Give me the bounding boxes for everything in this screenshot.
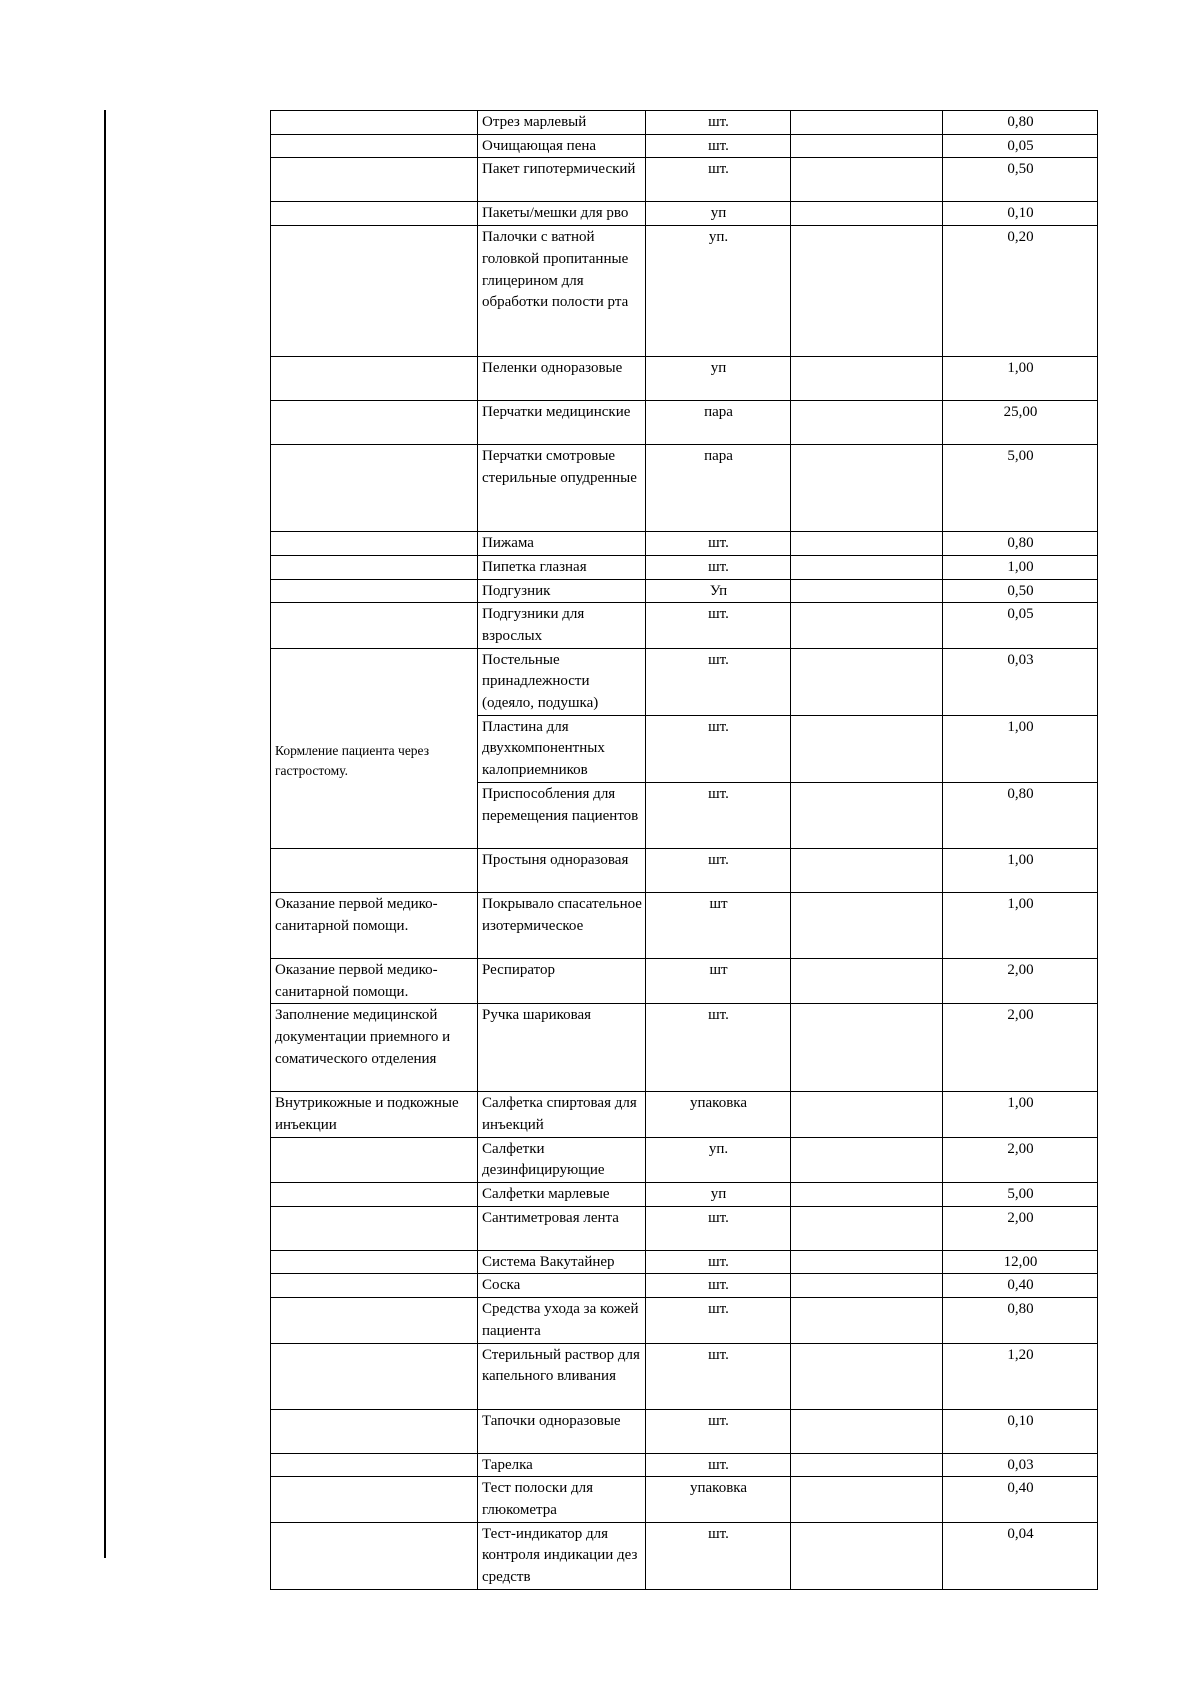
quantity-cell: 0,20 [943, 226, 1098, 357]
empty-cell [791, 1453, 943, 1477]
service-cell: Оказание первой медико-санитарной помощи. [271, 958, 478, 1003]
empty-cell [791, 111, 943, 135]
table-row [271, 555, 1098, 579]
quantity-cell: 0,03 [943, 1453, 1098, 1477]
item-name-cell: Пеленки одноразовые [478, 357, 646, 401]
item-name-cell: Тапочки одноразовые [478, 1409, 646, 1453]
item-name-cell: Средства ухода за кожей пациента [478, 1298, 646, 1343]
service-cell [271, 1453, 478, 1477]
table-row [271, 226, 1098, 357]
item-name-cell: Стерильный раствор для капельного вливания [478, 1343, 646, 1409]
item-name-cell: Покрывало спасательное изотермическое [478, 892, 646, 958]
service-cell [271, 1409, 478, 1453]
service-cell [271, 1343, 478, 1409]
service-cell: Оказание первой медико-санитарной помощи. [271, 892, 478, 958]
empty-cell [791, 1092, 943, 1137]
item-name-cell: Перчатки медицинские [478, 401, 646, 445]
unit-cell: шт. [646, 648, 791, 715]
item-name-cell: Тарелка [478, 1453, 646, 1477]
empty-cell [791, 1477, 943, 1522]
unit-cell: шт. [646, 1274, 791, 1298]
table-row [271, 1274, 1098, 1298]
quantity-cell: 1,00 [943, 715, 1098, 782]
table-row [271, 603, 1098, 648]
quantity-cell: 1,00 [943, 555, 1098, 579]
service-cell [271, 445, 478, 532]
unit-cell: пара [646, 401, 791, 445]
quantity-cell: 0,50 [943, 158, 1098, 202]
service-cell-merged [271, 648, 478, 848]
empty-cell [791, 1298, 943, 1343]
service-cell [271, 532, 478, 556]
unit-cell: шт. [646, 1004, 791, 1092]
table-row [271, 579, 1098, 603]
empty-cell [791, 1409, 943, 1453]
service-cell [271, 1250, 478, 1274]
service-cell [271, 357, 478, 401]
quantity-cell: 1,00 [943, 848, 1098, 892]
table-row [271, 445, 1098, 532]
empty-cell [791, 1206, 943, 1250]
item-name-cell: Перчатки смотровые стерильные опудренные [478, 445, 646, 532]
table-row [271, 134, 1098, 158]
table-row [271, 1092, 1098, 1137]
quantity-cell: 0,05 [943, 134, 1098, 158]
unit-cell: шт. [646, 1522, 791, 1589]
table-row [271, 958, 1098, 1003]
service-cell [271, 579, 478, 603]
empty-cell [791, 603, 943, 648]
quantity-cell: 2,00 [943, 1206, 1098, 1250]
table-row [271, 1453, 1098, 1477]
unit-cell: уп [646, 202, 791, 226]
empty-cell [791, 1522, 943, 1589]
item-name-cell: Салфетка спиртовая для инъекций [478, 1092, 646, 1137]
unit-cell: шт. [646, 603, 791, 648]
unit-cell: пара [646, 445, 791, 532]
unit-cell: шт. [646, 715, 791, 782]
unit-cell: шт. [646, 1453, 791, 1477]
table-row [271, 532, 1098, 556]
empty-cell [791, 134, 943, 158]
quantity-cell: 1,00 [943, 892, 1098, 958]
quantity-cell: 0,04 [943, 1522, 1098, 1589]
item-name-cell: Респиратор [478, 958, 646, 1003]
service-cell [271, 134, 478, 158]
unit-cell: шт [646, 958, 791, 1003]
unit-cell: уп. [646, 1137, 791, 1182]
empty-cell [791, 579, 943, 603]
quantity-cell: 0,10 [943, 1409, 1098, 1453]
quantity-cell: 0,80 [943, 1298, 1098, 1343]
item-name-cell: Соска [478, 1274, 646, 1298]
service-cell [271, 1274, 478, 1298]
empty-cell [791, 782, 943, 848]
empty-cell [791, 1274, 943, 1298]
empty-cell [791, 1250, 943, 1274]
empty-cell [791, 158, 943, 202]
quantity-cell: 2,00 [943, 1004, 1098, 1092]
unit-cell: уп [646, 357, 791, 401]
table-row [271, 1298, 1098, 1343]
quantity-cell: 1,00 [943, 1092, 1098, 1137]
item-name-cell: Пипетка глазная [478, 555, 646, 579]
table-row [271, 1137, 1098, 1182]
table-row [271, 111, 1098, 135]
table-row [271, 158, 1098, 202]
quantity-cell: 0,80 [943, 532, 1098, 556]
unit-cell: шт. [646, 111, 791, 135]
item-name-cell: Постельные принадлежности (одеяло, подушка) [478, 648, 646, 715]
table-row [271, 1343, 1098, 1409]
service-cell [271, 1206, 478, 1250]
quantity-cell: 0,10 [943, 202, 1098, 226]
item-name-cell: Пакеты/мешки для рво [478, 202, 646, 226]
quantity-cell: 12,00 [943, 1250, 1098, 1274]
quantity-cell: 0,05 [943, 603, 1098, 648]
table-row [271, 648, 1098, 715]
quantity-cell: 2,00 [943, 958, 1098, 1003]
quantity-cell: 0,80 [943, 782, 1098, 848]
service-cell [271, 603, 478, 648]
item-name-cell: Пижама [478, 532, 646, 556]
unit-cell: шт. [646, 134, 791, 158]
table-row [271, 1250, 1098, 1274]
unit-cell: шт. [646, 782, 791, 848]
service-cell [271, 1477, 478, 1522]
item-name-cell: Подгузники для взрослых [478, 603, 646, 648]
quantity-cell: 1,00 [943, 357, 1098, 401]
service-cell [271, 111, 478, 135]
unit-cell: упаковка [646, 1477, 791, 1522]
service-cell [271, 1183, 478, 1207]
table-row [271, 1477, 1098, 1522]
quantity-cell: 5,00 [943, 1183, 1098, 1207]
service-cell [271, 848, 478, 892]
unit-cell: шт. [646, 158, 791, 202]
item-name-cell: Система Вакутайнер [478, 1250, 646, 1274]
item-name-cell: Тест-индикатор для контроля индикации дез средств [478, 1522, 646, 1589]
empty-cell [791, 202, 943, 226]
service-cell: Внутрикожные и подкожные инъекции [271, 1092, 478, 1137]
empty-cell [791, 226, 943, 357]
item-name-cell: Простыня одноразовая [478, 848, 646, 892]
table-row [271, 892, 1098, 958]
table-row [271, 1409, 1098, 1453]
empty-cell [791, 1137, 943, 1182]
service-cell [271, 1522, 478, 1589]
quantity-cell: 0,80 [943, 111, 1098, 135]
quantity-cell: 25,00 [943, 401, 1098, 445]
item-name-cell: Пакет гипотермический [478, 158, 646, 202]
quantity-cell: 0,40 [943, 1477, 1098, 1522]
unit-cell: шт. [646, 532, 791, 556]
service-label: Кормление пациента через гастростому. [275, 742, 430, 778]
empty-cell [791, 401, 943, 445]
table-row [271, 357, 1098, 401]
item-name-cell: Салфетки дезинфицирующие [478, 1137, 646, 1182]
unit-cell: уп. [646, 226, 791, 357]
table-row [271, 848, 1098, 892]
service-cell [271, 401, 478, 445]
service-cell [271, 158, 478, 202]
service-cell [271, 226, 478, 357]
table-row [271, 1522, 1098, 1589]
table-row [271, 1183, 1098, 1207]
table-row [271, 1004, 1098, 1092]
item-name-cell: Палочки с ватной головкой пропитанные глицерином для обработки полости рта [478, 226, 646, 357]
quantity-cell: 2,00 [943, 1137, 1098, 1182]
service-cell [271, 1298, 478, 1343]
empty-cell [791, 848, 943, 892]
unit-cell: шт. [646, 1250, 791, 1274]
left-margin-rule [104, 110, 106, 1558]
unit-cell: шт. [646, 1298, 791, 1343]
item-name-cell: Приспособления для перемещения пациентов [478, 782, 646, 848]
item-name-cell: Пластина для двухкомпонентных калоприемников [478, 715, 646, 782]
consumables-table [270, 110, 1098, 1590]
service-cell [271, 202, 478, 226]
table-row [271, 401, 1098, 445]
quantity-cell: 5,00 [943, 445, 1098, 532]
empty-cell [791, 715, 943, 782]
empty-cell [791, 1343, 943, 1409]
table-row [271, 202, 1098, 226]
service-cell: Заполнение медицинской документации приемного и соматического отделения [271, 1004, 478, 1092]
empty-cell [791, 892, 943, 958]
quantity-cell: 0,40 [943, 1274, 1098, 1298]
item-name-cell: Ручка шариковая [478, 1004, 646, 1092]
quantity-cell: 1,20 [943, 1343, 1098, 1409]
empty-cell [791, 357, 943, 401]
empty-cell [791, 1004, 943, 1092]
item-name-cell: Отрез марлевый [478, 111, 646, 135]
table-row [271, 1206, 1098, 1250]
quantity-cell: 0,50 [943, 579, 1098, 603]
unit-cell: шт [646, 892, 791, 958]
unit-cell: упаковка [646, 1092, 791, 1137]
unit-cell: шт. [646, 1343, 791, 1409]
service-cell [271, 1137, 478, 1182]
empty-cell [791, 532, 943, 556]
empty-cell [791, 1183, 943, 1207]
item-name-cell: Тест полоски для глюкометра [478, 1477, 646, 1522]
item-name-cell: Очищающая пена [478, 134, 646, 158]
unit-cell: шт. [646, 1409, 791, 1453]
item-name-cell: Салфетки марлевые [478, 1183, 646, 1207]
empty-cell [791, 648, 943, 715]
unit-cell: уп [646, 1183, 791, 1207]
empty-cell [791, 445, 943, 532]
unit-cell: шт. [646, 848, 791, 892]
item-name-cell: Подгузник [478, 579, 646, 603]
empty-cell [791, 958, 943, 1003]
item-name-cell: Сантиметровая лента [478, 1206, 646, 1250]
unit-cell: Уп [646, 579, 791, 603]
service-cell [271, 555, 478, 579]
unit-cell: шт. [646, 555, 791, 579]
quantity-cell: 0,03 [943, 648, 1098, 715]
unit-cell: шт. [646, 1206, 791, 1250]
empty-cell [791, 555, 943, 579]
